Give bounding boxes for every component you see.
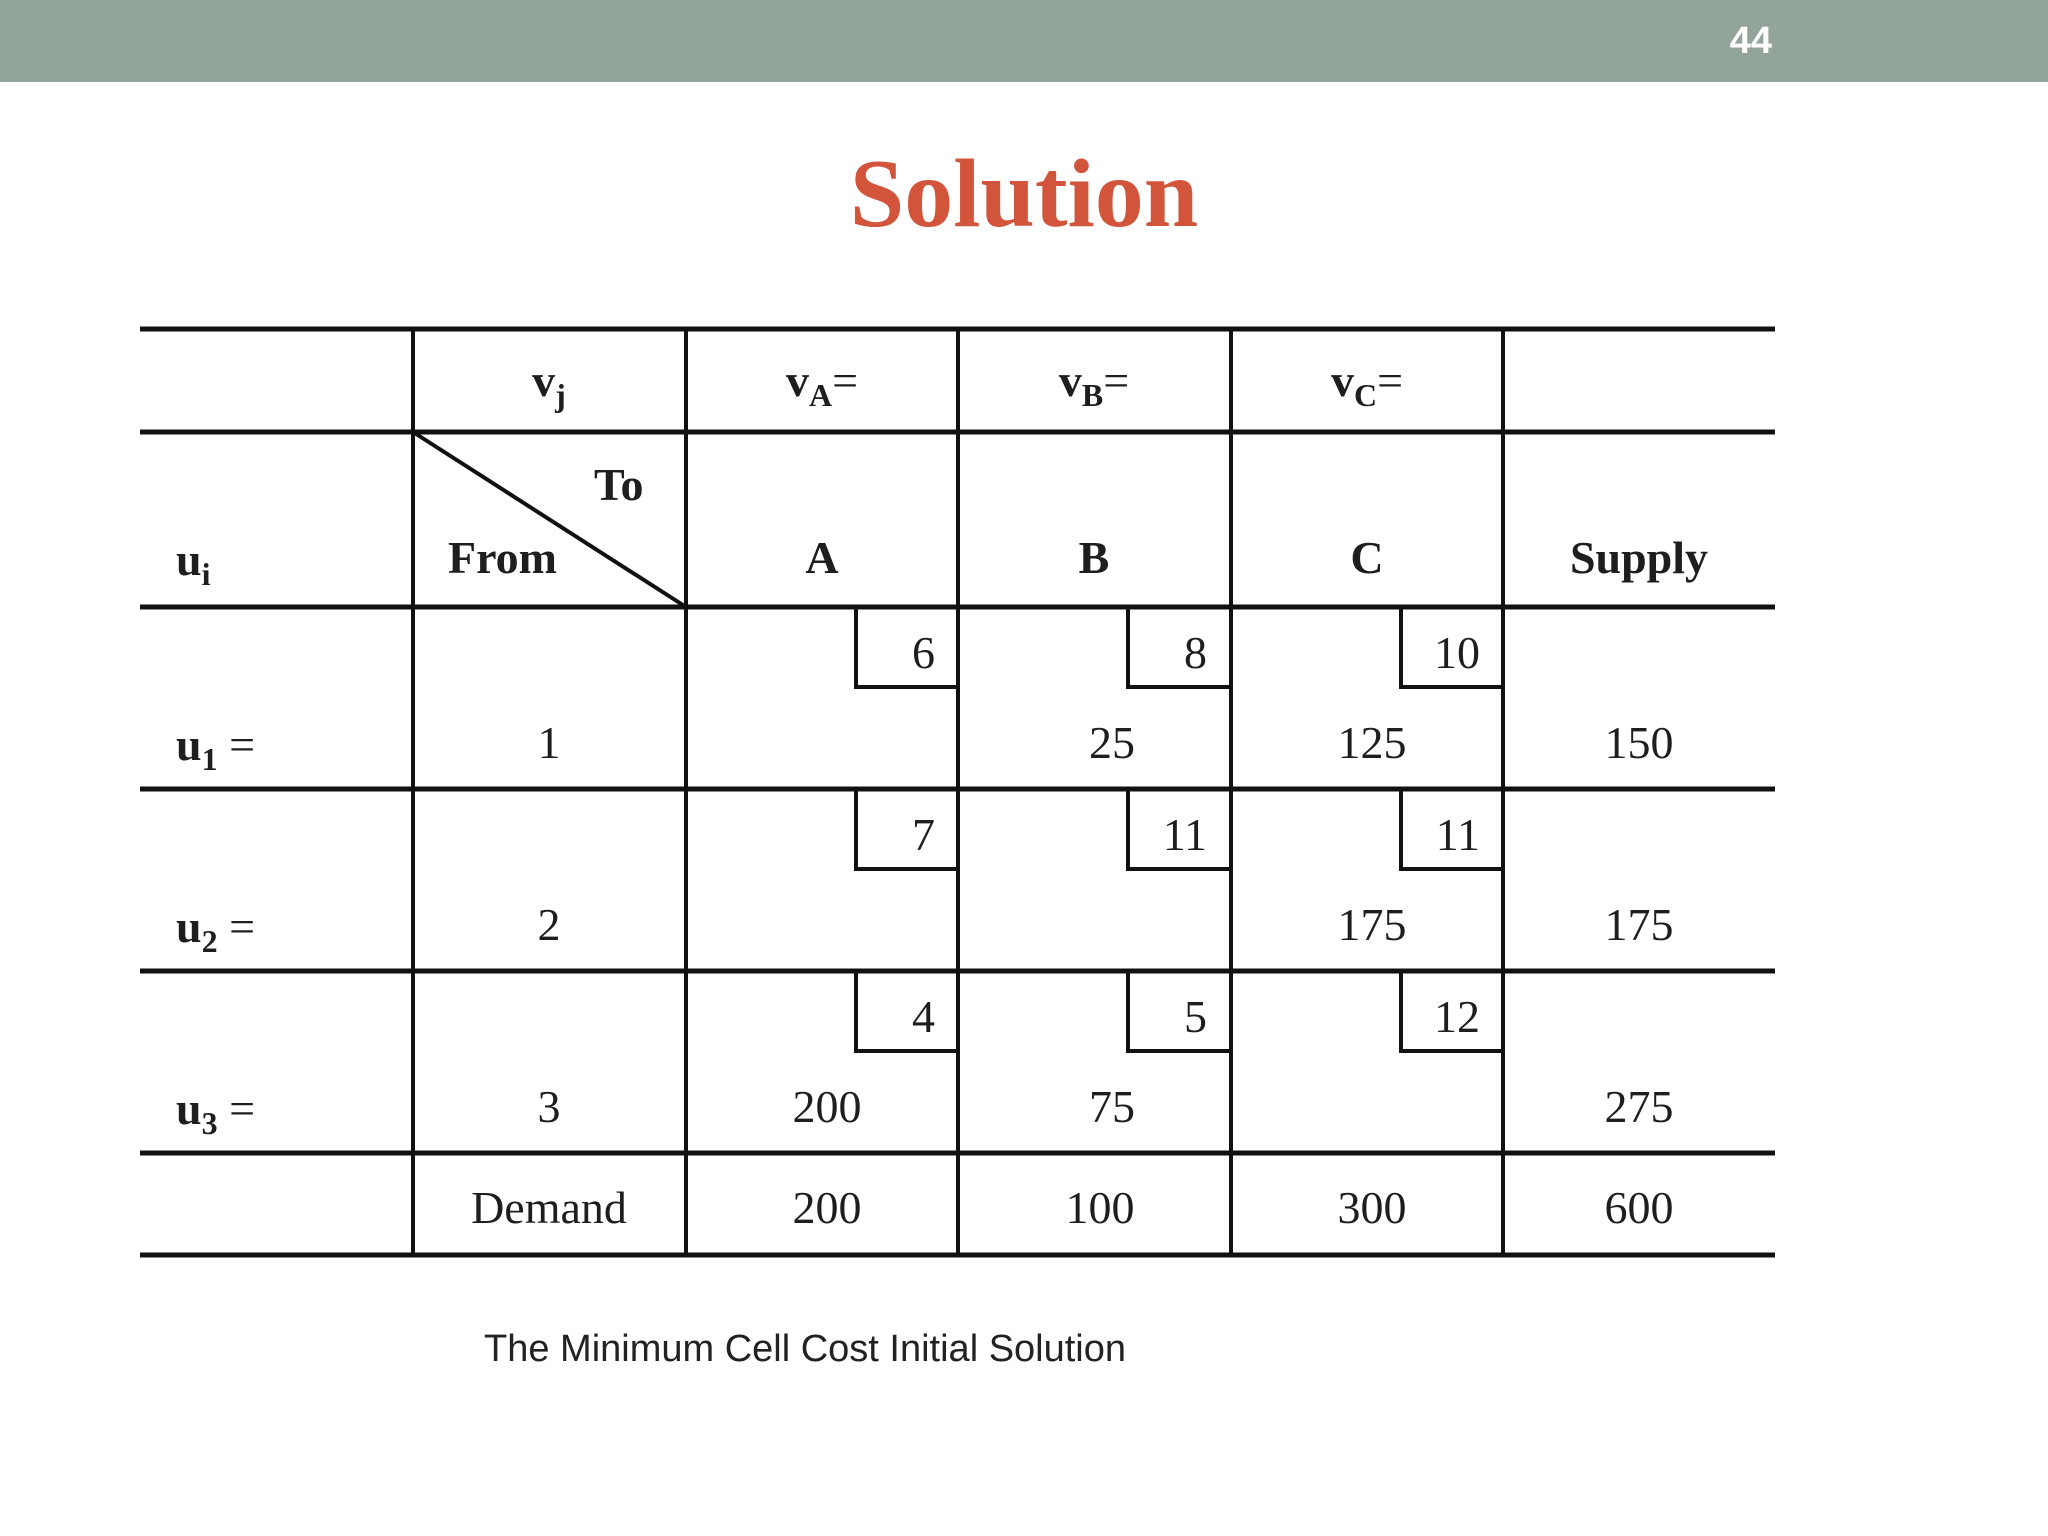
row-2-alloc-c: 175	[1337, 899, 1407, 950]
row-2-cost-a: 7	[912, 809, 935, 860]
row-3-cost-c: 12	[1434, 991, 1480, 1042]
row-1-cost-a: 6	[912, 627, 935, 678]
column-b-label: B	[1078, 532, 1110, 583]
row-3-cost-a: 4	[912, 991, 935, 1042]
row-1-alloc-c: 125	[1337, 717, 1407, 768]
row-3-source: 3	[537, 1081, 561, 1132]
row-1-supply: 150	[1604, 717, 1674, 768]
header-va: $v_A=$	[785, 355, 859, 413]
cost-box-3-b	[1128, 971, 1231, 1051]
cost-box-1-b	[1128, 607, 1231, 687]
column-supply-label: Supply	[1569, 532, 1709, 583]
header-vc: $v_C=$	[1330, 355, 1404, 413]
slide-title: Solution	[849, 140, 1199, 248]
row-1-u-label: $u_1$ =	[176, 719, 256, 777]
row-3-u-label: $u_3$ =	[176, 1083, 256, 1141]
row-2-u-label: $u_2$ =	[176, 901, 256, 959]
row-3-supply: 275	[1604, 1081, 1674, 1132]
row-3-alloc-b: 75	[1089, 1081, 1135, 1132]
row-1-alloc-b: 25	[1089, 717, 1135, 768]
column-c-label: C	[1350, 532, 1384, 583]
demand-total: 600	[1604, 1182, 1674, 1233]
cost-box-3-a	[856, 971, 958, 1051]
page-number: 44	[1729, 20, 1772, 62]
cost-box-2-a	[856, 789, 958, 869]
row-2-cost-c: 11	[1435, 809, 1480, 860]
row-3-cost-b: 5	[1184, 991, 1207, 1042]
header-vj: $v_j$	[532, 355, 566, 413]
row-1-cost-b: 8	[1184, 627, 1207, 678]
row-2-supply: 175	[1604, 899, 1674, 950]
header-vb: $v_B=$	[1058, 355, 1130, 413]
cost-box-1-a	[856, 607, 958, 687]
demand-a: 200	[792, 1182, 862, 1233]
corner-to-label: To	[594, 459, 644, 510]
row-3-alloc-a: 200	[792, 1081, 862, 1132]
column-a-label: A	[805, 532, 839, 583]
header-ui: $u_i$	[176, 534, 211, 592]
demand-c: 300	[1337, 1182, 1407, 1233]
row-1-cost-c: 10	[1434, 627, 1480, 678]
demand-b: 100	[1065, 1182, 1135, 1233]
table-caption: The Minimum Cell Cost Initial Solution	[484, 1328, 1127, 1370]
corner-from-label: From	[448, 532, 558, 583]
demand-label: Demand	[471, 1182, 627, 1233]
row-2-source: 2	[537, 899, 561, 950]
row-2-cost-b: 11	[1162, 809, 1207, 860]
row-1-source: 1	[537, 717, 561, 768]
